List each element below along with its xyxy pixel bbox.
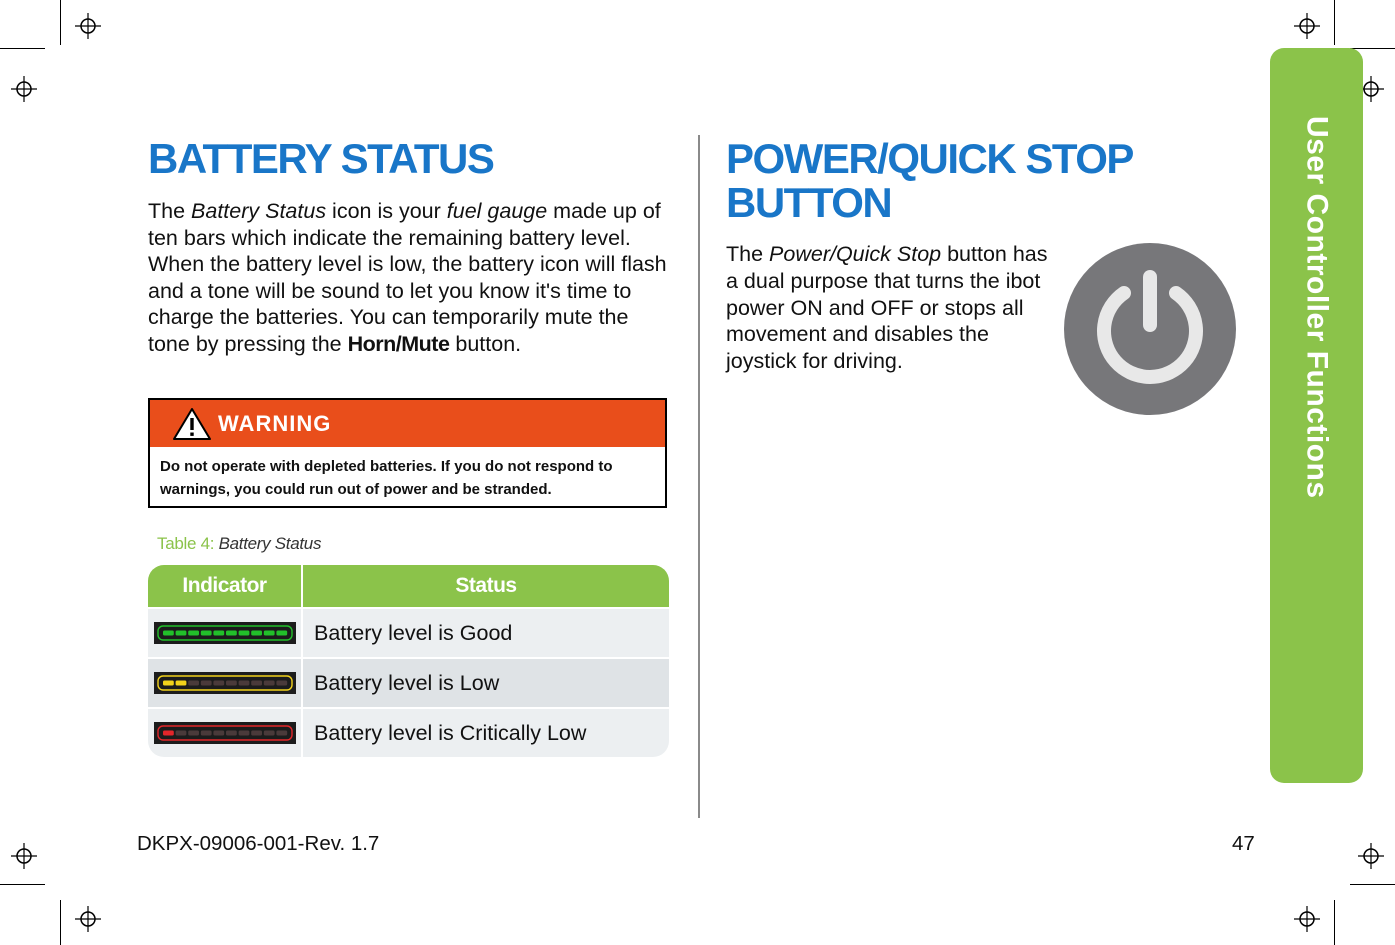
indicator-cell — [148, 709, 303, 757]
warning-text: Do not operate with depleted batteries. If you do not respond to warnings, you could run out of power and be stranded. — [160, 458, 613, 498]
crop-mark — [1334, 900, 1335, 945]
battery-bar-lit — [163, 631, 174, 636]
battery-bar-lit — [226, 631, 237, 636]
heading-line: POWER/QUICK STOP — [726, 135, 1133, 182]
battery-status-paragraph — [148, 198, 673, 357]
battery-bar-unlit — [251, 681, 262, 686]
battery-status-heading: BATTERY STATUS — [148, 135, 494, 182]
page-number: 47 — [1232, 832, 1255, 855]
battery-bar-unlit — [188, 731, 199, 736]
text-run: button has a dual purpose that turns the ibot power ON and OFF or stops all movement and disables the joystick for driving. — [726, 242, 1048, 374]
table-row — [148, 657, 669, 707]
registration-mark-icon — [11, 76, 37, 102]
battery-bar-lit — [188, 631, 199, 636]
battery-bar-unlit — [200, 681, 211, 686]
registration-mark-icon — [1358, 843, 1384, 869]
horn-mute-button-name: Horn/Mute — [347, 331, 450, 356]
crop-mark — [60, 0, 61, 45]
warning-box — [148, 398, 667, 508]
side-tab-label: User Controller Functions — [1300, 116, 1334, 499]
battery-gauge-icon — [154, 622, 296, 644]
battery-bar-lit — [163, 731, 174, 736]
table-header-row — [148, 565, 669, 607]
crop-mark — [0, 48, 45, 49]
battery-bar-unlit — [238, 681, 249, 686]
battery-bar-unlit — [263, 731, 274, 736]
crop-mark — [1350, 884, 1395, 885]
battery-bar-lit — [251, 631, 262, 636]
battery-bar-lit — [175, 681, 186, 686]
battery-bar-unlit — [200, 731, 211, 736]
battery-shell — [154, 622, 296, 644]
header-indicator: Indicator — [148, 565, 303, 607]
warning-title: WARNING — [218, 410, 332, 436]
battery-gauge-icon — [154, 722, 296, 744]
status-cell: Battery level is Good — [303, 609, 669, 657]
crop-mark — [0, 884, 45, 885]
battery-gauge-icon — [154, 672, 296, 694]
table-row — [148, 607, 669, 657]
registration-mark-icon — [75, 13, 101, 39]
text-run: The — [148, 199, 192, 223]
battery-bar-unlit — [188, 681, 199, 686]
battery-bar-lit — [238, 631, 249, 636]
status-cell: Battery level is Critically Low — [303, 709, 669, 757]
battery-bar-unlit — [213, 731, 224, 736]
registration-mark-icon — [1294, 906, 1320, 932]
text-run: made up of ten bars which indicate the remaining battery level. When the battery level is low, the battery icon will flash and a tone will be sound to let you know it's time to charge the batteries. You can temporarily mute the tone by pressing the — [148, 199, 667, 356]
battery-shell — [154, 672, 296, 694]
battery-bar-lit — [276, 631, 287, 636]
battery-bar-unlit — [238, 731, 249, 736]
italic-run: Battery Status — [191, 199, 327, 223]
column-divider — [698, 135, 700, 818]
battery-bar-unlit — [213, 681, 224, 686]
table-caption — [157, 534, 321, 554]
power-quick-stop-heading — [726, 137, 1186, 225]
registration-mark-icon — [1294, 13, 1320, 39]
battery-bar-lit — [213, 631, 224, 636]
crop-mark — [1334, 0, 1335, 45]
battery-bar-unlit — [226, 731, 237, 736]
header-status: Status — [455, 574, 517, 597]
power-button-icon — [1062, 241, 1238, 417]
registration-mark-icon — [75, 906, 101, 932]
heading-line: BUTTON — [726, 179, 892, 226]
warning-header — [150, 400, 665, 447]
crop-mark — [60, 900, 61, 945]
battery-bar-lit — [163, 681, 174, 686]
text-run: The — [726, 242, 770, 266]
battery-bar-unlit — [226, 681, 237, 686]
battery-shell — [154, 722, 296, 744]
battery-bar-unlit — [276, 731, 287, 736]
battery-bar-lit — [263, 631, 274, 636]
document-id: DKPX-09006-001-Rev. 1.7 — [137, 832, 380, 855]
text-run: icon is your — [326, 199, 447, 223]
battery-bar-unlit — [263, 681, 274, 686]
registration-mark-icon — [11, 843, 37, 869]
status-cell: Battery level is Low — [303, 659, 669, 707]
battery-bar-lit — [200, 631, 211, 636]
battery-status-table — [148, 565, 669, 757]
power-quick-stop-paragraph — [726, 241, 1056, 375]
battery-bar-unlit — [276, 681, 287, 686]
table-row — [148, 707, 669, 757]
battery-bar-unlit — [251, 731, 262, 736]
caption-prefix: Table 4: — [157, 534, 219, 553]
indicator-cell — [148, 609, 303, 657]
indicator-cell — [148, 659, 303, 707]
battery-bar-lit — [175, 631, 186, 636]
italic-run: Power/Quick Stop — [769, 242, 942, 266]
caption-title: Battery Status — [218, 534, 322, 553]
battery-bar-unlit — [175, 731, 186, 736]
side-tab-label-wrap — [1270, 48, 1363, 783]
text-run: button. — [449, 331, 522, 356]
warning-triangle-icon — [172, 407, 212, 441]
italic-run: fuel gauge — [446, 199, 548, 223]
